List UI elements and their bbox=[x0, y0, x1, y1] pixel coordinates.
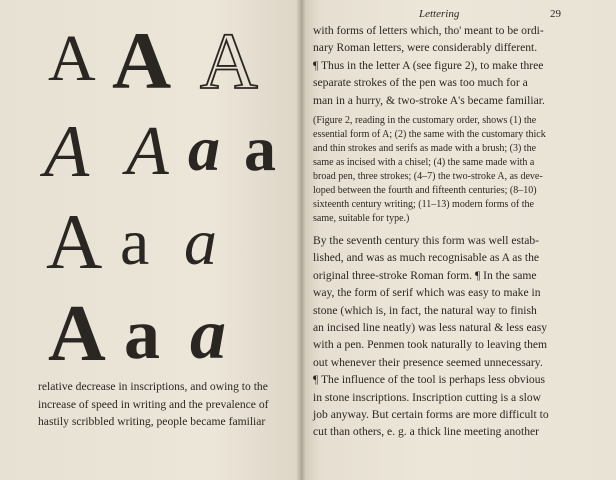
glyph-a-6: a bbox=[188, 113, 220, 184]
page-number: 29 bbox=[550, 8, 561, 20]
text-line: with a pen. Penmen took naturally to leaving them bbox=[313, 338, 548, 352]
glyph-a-5: A bbox=[126, 113, 169, 190]
text-line: By the seventh century this form was well estab- bbox=[313, 234, 540, 247]
left-page-text bbox=[38, 378, 293, 431]
text-line: ¶ Thus in the letter A (see figure 2), to make three bbox=[313, 58, 544, 72]
book-gutter bbox=[296, 0, 306, 480]
caption-line: same as incised with a chisel; (4) the same made with a bbox=[313, 157, 535, 168]
glyph-a-10: a bbox=[184, 206, 217, 279]
caption-line: and thin strokes and serifs as made with a brush; (3) the bbox=[313, 143, 537, 154]
glyph-a-11: A bbox=[48, 290, 106, 378]
running-head: Lettering bbox=[419, 8, 460, 20]
text-line: out whenever their presence seemed unnecessary. bbox=[313, 355, 543, 369]
text-line: relative decrease in inscriptions, and owing to the bbox=[38, 380, 268, 393]
text-line: lished, and was as much recognisable as A as the bbox=[313, 251, 540, 265]
text-line: ¶ The influence of the tool is perhaps less obvious bbox=[313, 373, 546, 387]
text-line: man in a hurry, & two-stroke A's became familiar. bbox=[313, 93, 545, 107]
text-line: hastily scribbled writing, people became familiar bbox=[38, 415, 266, 428]
paragraph-2 bbox=[313, 232, 613, 441]
text-line: nary Roman letters, were considerably different. bbox=[313, 41, 538, 55]
text-line: an incised line neatly) was less natural & less easy bbox=[313, 321, 548, 335]
text-line: in stone inscriptions. Inscription cutting is a slow bbox=[313, 390, 541, 404]
text-line: job anyway. But certain forms are more difficult to bbox=[313, 408, 549, 422]
figure-caption bbox=[313, 114, 613, 226]
text-line: way, the form of serif which was easy to make in bbox=[313, 286, 541, 300]
glyph-a-4: A bbox=[44, 111, 90, 193]
right-page bbox=[301, 0, 616, 480]
glyph-a-7: a bbox=[244, 113, 276, 184]
paragraph-1 bbox=[313, 22, 613, 109]
caption-line: loped between the fourth and fifteenth centuries; (8–10) bbox=[313, 185, 537, 196]
letter-a-figure-svg bbox=[40, 18, 290, 378]
text-line: cut than others, e. g. a thick line meeting another bbox=[313, 425, 540, 439]
letter-a-figure bbox=[40, 18, 290, 378]
text-line: stone (which is, in fact, the natural way to finish bbox=[313, 303, 537, 317]
caption-line: sixteenth century writing; (11–13) modern forms of the bbox=[313, 199, 534, 210]
glyph-a-3: A bbox=[200, 18, 258, 106]
glyph-a-9: a bbox=[120, 206, 150, 279]
caption-line: (Figure 2, reading in the customary order, shows (1) the bbox=[313, 115, 537, 126]
caption-line: essential form of A; (2) the same with the customary thick bbox=[313, 129, 546, 140]
text-line: with forms of letters which, tho' meant to be ordi- bbox=[313, 24, 544, 37]
left-page bbox=[0, 0, 301, 480]
glyph-a-1: A bbox=[48, 22, 96, 95]
glyph-a-2: A bbox=[112, 18, 172, 106]
text-line: increase of speed in writing and the prevalence of bbox=[38, 397, 269, 411]
glyph-a-13: a bbox=[190, 294, 226, 374]
glyph-a-8: A bbox=[46, 198, 103, 285]
caption-line: same, suitable for type.) bbox=[313, 213, 410, 224]
glyph-a-12: a bbox=[124, 294, 160, 374]
text-line: separate strokes of the pen was too much for a bbox=[313, 76, 528, 90]
caption-line: broad pen, three strokes; (4–7) the two-stroke A, as deve- bbox=[313, 171, 543, 182]
text-line: original three-stroke Roman form. ¶ In the same bbox=[313, 268, 537, 282]
